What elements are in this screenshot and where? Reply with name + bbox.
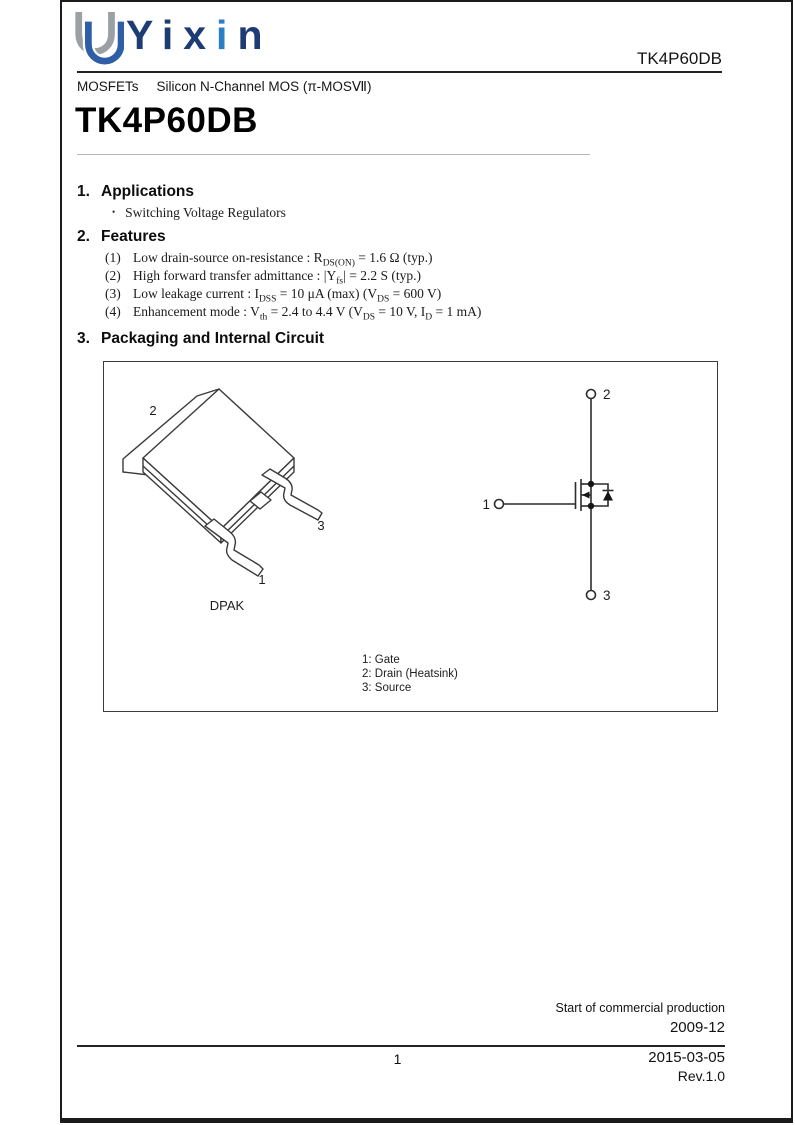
drain-terminal-circle <box>587 390 596 399</box>
feature-index: (4) <box>105 304 121 319</box>
section-label: Applications <box>101 183 195 200</box>
mosfet-schematic <box>504 399 614 591</box>
revision-label: Rev.1.0 <box>677 1068 725 1084</box>
feature-item <box>105 268 421 287</box>
device-type-label: Silicon N-Channel MOS (π-MOSⅦ) <box>156 79 372 94</box>
pin-legend <box>362 653 458 695</box>
section-number: 1. <box>77 183 90 200</box>
figure-box <box>103 361 718 712</box>
feature-index: (3) <box>105 286 121 301</box>
application-text: Switching Voltage Regulators <box>125 205 286 220</box>
production-date: 2009-12 <box>669 1019 725 1036</box>
production-label: Start of commercial production <box>555 1001 725 1015</box>
section-label: Features <box>101 228 166 245</box>
dpak-pin3-label: 3 <box>317 518 325 533</box>
schematic-pin3-label: 3 <box>603 588 611 603</box>
body-arrow <box>582 492 590 499</box>
page-number: 1 <box>393 1051 402 1067</box>
application-item <box>112 205 286 221</box>
title-underline <box>77 154 590 155</box>
revision-date: 2015-03-05 <box>648 1049 725 1066</box>
brand-logotype <box>126 12 273 58</box>
section-label: Packaging and Internal Circuit <box>101 330 325 347</box>
dpak-body-top <box>143 389 294 529</box>
footer-rule <box>77 1045 725 1047</box>
source-junction-dot <box>588 503 594 509</box>
logo-letter: Y <box>126 12 162 58</box>
section-packaging-heading <box>77 330 324 348</box>
subtitle-line <box>77 79 372 95</box>
header-rule <box>77 71 722 73</box>
feature-item <box>105 286 441 305</box>
source-terminal-circle <box>587 591 596 600</box>
body-diode-branch <box>591 484 608 506</box>
category-label: MOSFETs <box>77 79 139 94</box>
header-part-number: TK4P60DB <box>636 49 722 68</box>
yixin-logo-mark <box>72 8 124 68</box>
package-name-caption: DPAK <box>209 598 245 613</box>
drain-junction-dot <box>588 481 594 487</box>
dpak-pin2-label: 2 <box>149 403 157 418</box>
page-title: TK4P60DB <box>75 101 258 140</box>
section-number: 3. <box>77 330 90 347</box>
feature-text: Enhancement mode : $V_{th} = 2.4$ to 4.4 V ($V_{DS} = 10$ V, $I_D = 1$ mA) <box>133 304 482 323</box>
section-features-heading <box>77 228 166 246</box>
feature-index: (2) <box>105 268 121 283</box>
schematic-pin2-label: 2 <box>603 387 611 402</box>
logo-letter: x <box>183 12 217 58</box>
logo-letter: i <box>161 12 184 58</box>
diode-triangle <box>603 491 613 501</box>
logo-letter: n <box>237 12 273 58</box>
feature-text: Low leakage current : $I_{DSS} = 10$ μA (max) ($V_{DS} = 600$ V) <box>133 286 442 305</box>
feature-text: High forward transfer admittance : $|Y_{fs}| = 2.2$ S (typ.) <box>133 268 421 287</box>
feature-item <box>105 304 481 323</box>
feature-index: (1) <box>105 250 121 265</box>
section-number: 2. <box>77 228 90 245</box>
dpak-pin1-label: 1 <box>258 572 266 587</box>
section-applications-heading <box>77 183 194 201</box>
schematic-pin1-label: 1 <box>482 497 490 512</box>
feature-item <box>105 250 433 269</box>
bullet-icon: • <box>112 207 116 217</box>
legend-line-gate: 1: Gate <box>362 654 400 666</box>
legend-line-source: 3: Source <box>362 682 412 694</box>
legend-line-drain: 2: Drain (Heatsink) <box>362 668 458 680</box>
gate-terminal-circle <box>495 500 504 509</box>
feature-text: Low drain-source on-resistance : $R_{DS(ON)} = 1.6$ Ω (typ.) <box>133 250 433 269</box>
logo-letter: i <box>216 12 238 58</box>
